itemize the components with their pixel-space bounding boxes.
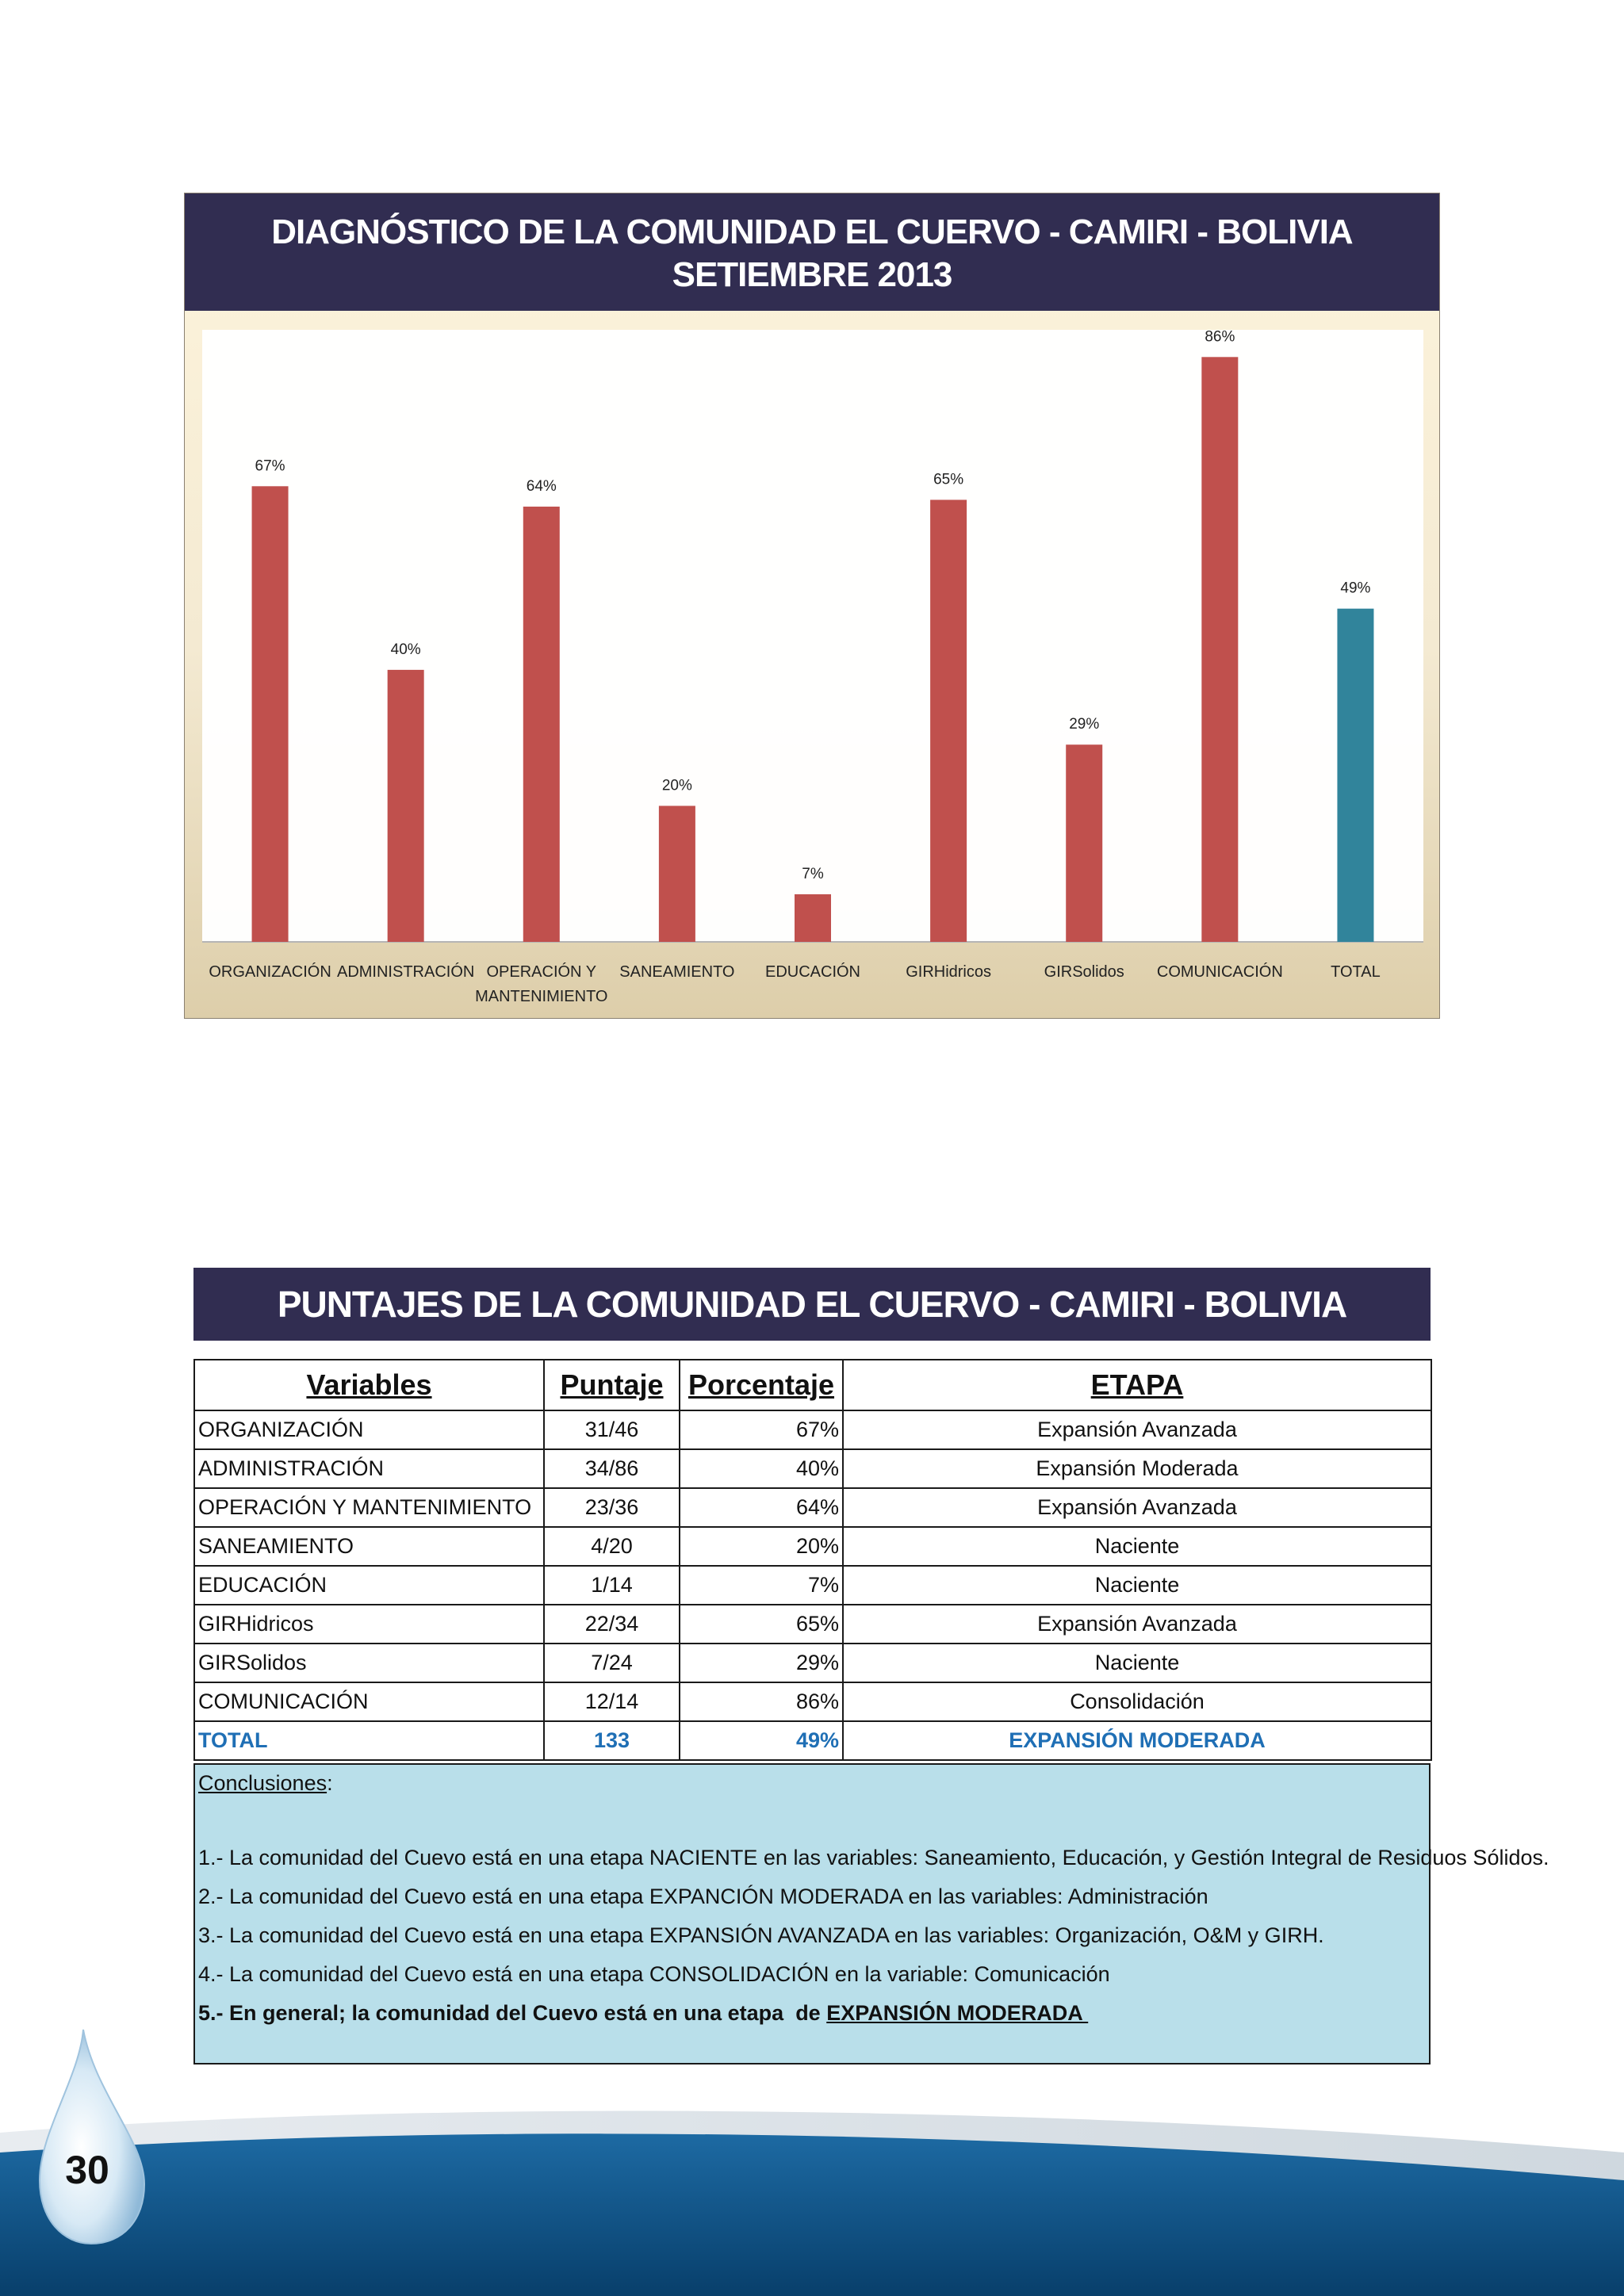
bar-8 xyxy=(1337,609,1373,942)
column-header-score: Puntaje xyxy=(544,1360,680,1410)
x-tick-label-3: SANEAMIENTO xyxy=(619,963,735,981)
bar-5 xyxy=(930,499,967,942)
cell-score: 23/36 xyxy=(544,1488,680,1527)
x-tick-label-2-line-0: OPERACIÓN Y xyxy=(486,963,597,981)
conclusion-item: 1.- La comunidad del Cuevo está en una etapa NACIENTE en las variables: Saneamiento, Educación, y Gestión Integral de Residuos Sólidos. xyxy=(198,1846,1549,1869)
cell-variable: OPERACIÓN Y MANTENIMIENTO xyxy=(194,1488,544,1527)
cell-variable: ORGANIZACIÓN xyxy=(194,1410,544,1449)
table-row xyxy=(194,1682,1431,1721)
table-body xyxy=(194,1410,1431,1760)
cell-stage: Naciente xyxy=(843,1566,1431,1605)
cell-score: 22/34 xyxy=(544,1605,680,1644)
cell-stage: Consolidación xyxy=(843,1682,1431,1721)
table-row xyxy=(194,1605,1431,1644)
cell-variable: ADMINISTRACIÓN xyxy=(194,1449,544,1488)
conclusion-item: 4.- La comunidad del Cuevo está en una etapa CONSOLIDACIÓN en la variable: Comunicación xyxy=(198,1962,1110,1986)
cell-variable: SANEAMIENTO xyxy=(194,1527,544,1566)
cell-percent: 67% xyxy=(680,1410,843,1449)
cell-percent: 7% xyxy=(680,1566,843,1605)
water-drop-icon xyxy=(40,2030,144,2244)
cell-score: 1/14 xyxy=(544,1566,680,1605)
conclusion-final-prefix: 5.- En general; la comunidad del Cuevo está en una etapa de xyxy=(198,2001,827,2025)
bar-0 xyxy=(252,486,289,942)
cell-stage: Expansión Avanzada xyxy=(843,1488,1431,1527)
cell-score: 133 xyxy=(544,1721,680,1760)
conclusion-item: 3.- La comunidad del Cuevo está en una etapa EXPANSIÓN AVANZADA en las variables: Organización, O&M y GIRH. xyxy=(198,1923,1324,1947)
data-label-0: 67% xyxy=(255,457,285,475)
plot-area xyxy=(202,330,1423,942)
table-row xyxy=(194,1566,1431,1605)
cell-score: 12/14 xyxy=(544,1682,680,1721)
cell-variable: TOTAL xyxy=(194,1721,544,1760)
column-header-variables: Variables xyxy=(194,1360,544,1410)
x-tick-label-4: EDUCACIÓN xyxy=(764,963,861,981)
x-tick-label-6: GIRSolidos xyxy=(1044,963,1124,981)
x-tick-label-1: ADMINISTRACIÓN xyxy=(336,963,475,981)
table-row xyxy=(194,1449,1431,1488)
x-tick-label-0: ORGANIZACIÓN xyxy=(209,963,331,981)
cell-stage: Expansión Avanzada xyxy=(843,1605,1431,1644)
cell-variable: EDUCACIÓN xyxy=(194,1566,544,1605)
table-row xyxy=(194,1644,1431,1682)
table-row xyxy=(194,1488,1431,1527)
data-label-3: 20% xyxy=(661,777,692,794)
table-total-row xyxy=(194,1721,1431,1760)
table-row xyxy=(194,1527,1431,1566)
cell-percent: 64% xyxy=(680,1488,843,1527)
page-number: 30 xyxy=(65,2148,109,2192)
table-title: PUNTAJES DE LA COMUNIDAD EL CUERVO - CAMIRI - BOLIVIA xyxy=(193,1268,1431,1341)
data-label-5: 65% xyxy=(933,471,964,488)
cell-percent: 65% xyxy=(680,1605,843,1644)
cell-variable: GIRHidricos xyxy=(194,1605,544,1644)
chart-panel xyxy=(184,193,1440,1019)
table-header-row xyxy=(194,1360,1431,1410)
cell-stage: Naciente xyxy=(843,1527,1431,1566)
chart-title-line-1: DIAGNÓSTICO DE LA COMUNIDAD EL CUERVO - CAMIRI - BOLIVIA xyxy=(271,212,1353,251)
bar-6 xyxy=(1066,744,1102,942)
x-tick-label-2-line-1: MANTENIMIENTO xyxy=(475,988,608,1005)
data-label-2: 64% xyxy=(526,478,557,496)
data-label-7: 86% xyxy=(1205,328,1235,346)
cell-score: 31/46 xyxy=(544,1410,680,1449)
bar-1 xyxy=(388,670,424,942)
cell-percent: 20% xyxy=(680,1527,843,1566)
conclusion-item: 2.- La comunidad del Cuevo está en una etapa EXPANCIÓN MODERADA en las variables: Administración xyxy=(198,1885,1208,1908)
chart-title xyxy=(185,193,1439,311)
bar-7 xyxy=(1201,357,1238,942)
cell-score: 34/86 xyxy=(544,1449,680,1488)
x-tick-label-8: TOTAL xyxy=(1331,963,1381,981)
cell-stage: Expansión Avanzada xyxy=(843,1410,1431,1449)
conclusions-colon: : xyxy=(327,1771,333,1795)
bar-3 xyxy=(659,806,695,942)
table-row xyxy=(194,1410,1431,1449)
bar-chart xyxy=(185,193,1441,1020)
cell-variable: GIRSolidos xyxy=(194,1644,544,1682)
cell-stage: Expansión Moderada xyxy=(843,1449,1431,1488)
column-header-stage: ETAPA xyxy=(843,1360,1431,1410)
chart-title-line-2: SETIEMBRE 2013 xyxy=(672,255,952,294)
data-label-4: 7% xyxy=(802,865,824,882)
cell-score: 4/20 xyxy=(544,1527,680,1566)
x-tick-label-7: COMUNICACIÓN xyxy=(1156,963,1283,981)
cell-percent: 49% xyxy=(680,1721,843,1760)
cell-stage: Naciente xyxy=(843,1644,1431,1682)
scores-table xyxy=(193,1359,1432,1761)
conclusion-final-emphasis: EXPANSIÓN MODERADA xyxy=(826,2001,1089,2025)
cell-variable: COMUNICACIÓN xyxy=(194,1682,544,1721)
footer-wave xyxy=(0,1982,1624,2296)
bar-2 xyxy=(523,507,560,942)
conclusions-title: Conclusiones xyxy=(198,1771,327,1795)
cell-percent: 86% xyxy=(680,1682,843,1721)
column-header-percent: Porcentaje xyxy=(680,1360,843,1410)
data-label-8: 49% xyxy=(1340,580,1371,597)
cell-percent: 40% xyxy=(680,1449,843,1488)
bar-4 xyxy=(795,894,831,942)
cell-percent: 29% xyxy=(680,1644,843,1682)
data-label-1: 40% xyxy=(390,641,421,658)
x-tick-label-5: GIRHidricos xyxy=(906,963,992,981)
data-label-6: 29% xyxy=(1069,716,1100,733)
cell-score: 7/24 xyxy=(544,1644,680,1682)
cell-stage: EXPANSIÓN MODERADA xyxy=(843,1721,1431,1760)
